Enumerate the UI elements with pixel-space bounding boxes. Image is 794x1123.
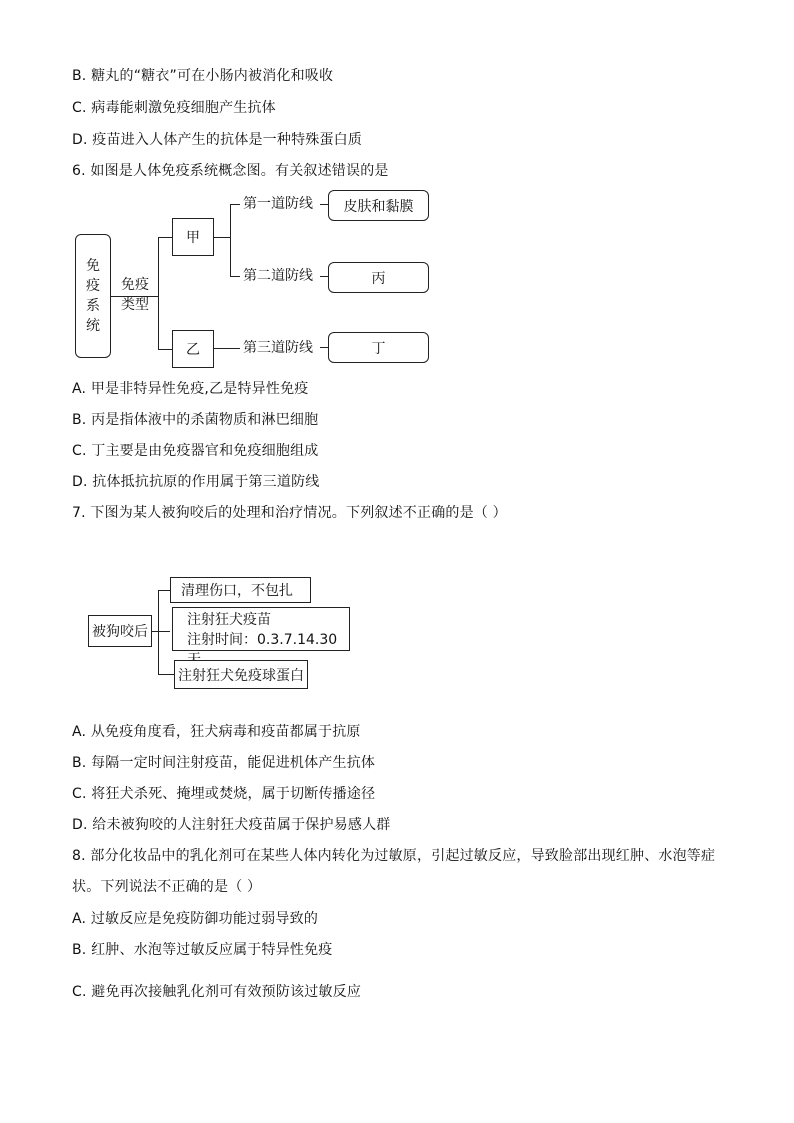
q7-option-d: D. 给未被狗咬的人注射狂犬疫苗属于保护易感人群 [72,817,391,833]
node-skin-and-mucosa: 皮肤和黏膜 [328,190,429,221]
q6-option-c: C. 丁主要是由免疫器官和免疫细胞组成 [72,443,319,459]
q8-stem-line1: 8. 部分化妆品中的乳化剂可在某些人体内转化为过敏原，引起过敏反应，导致脸部出现红肿、水泡等症 [72,848,716,864]
vaccine-schedule: 注射时间：0.3.7.14.30 [187,632,338,648]
connector [320,204,328,205]
first-defense-line-label: 第一道防线 [243,196,313,212]
connector [214,348,240,349]
q6-option-b: B. 丙是指体液中的杀菌物质和淋巴细胞 [72,412,319,428]
connector [320,347,328,348]
q5-option-d: D. 疫苗进入人体产生的抗体是一种特殊蛋白质 [72,132,363,148]
second-defense-line-label: 第二道防线 [243,268,313,284]
node-clean-wound: 清理伤口，不包扎 [170,577,311,603]
diagram-root-immune-system [75,234,111,358]
connector [230,276,240,277]
connector [158,674,174,675]
vaccine-label: 注射狂犬疫苗 [187,612,271,628]
q6-stem: 6. 如图是人体免疫系统概念图。有关叙述错误的是 [72,163,389,179]
root-char: 疫 [86,278,100,294]
q5-option-c: C. 病毒能刺激免疫细胞产生抗体 [72,100,276,116]
q7-stem: 7. 下图为某人被狗咬后的处理和治疗情况。下列叙述不正确的是（ ） [72,505,507,521]
connector [158,237,172,238]
node-bing: 丙 [328,262,429,293]
connector [230,204,240,205]
root-char: 统 [86,318,100,334]
q7-option-c: C. 将狂犬杀死、掩埋或焚烧，属于切断传播途径 [72,786,376,802]
q6-option-a: A. 甲是非特异性免疫,乙是特异性免疫 [72,381,309,397]
node-rabies-immunoglobulin: 注射狂犬免疫球蛋白 [174,660,308,689]
q6-option-d: D. 抗体抵抗抗原的作用属于第三道防线 [72,474,320,490]
connector [214,237,230,238]
q8-option-a: A. 过敏反应是免疫防御功能过弱导致的 [72,911,319,927]
immune-type-label-2: 类型 [121,297,149,313]
connector [230,204,231,276]
node-jia: 甲 [172,218,214,256]
q5-option-b: B. 糖丸的“糖衣”可在小肠内被消化和吸收 [72,68,334,84]
q8-option-c: C. 避免再次接触乳化剂可有效预防该过敏反应 [72,984,362,1000]
connector [158,590,170,591]
root-char: 免 [86,258,100,274]
connector [158,631,170,632]
q7-option-b: B. 每隔一定时间注射疫苗，能促进机体产生抗体 [72,755,376,771]
connector [158,349,172,350]
node-ding: 丁 [328,332,429,363]
node-yi: 乙 [172,330,214,368]
q7-option-a: A. 从免疫角度看，狂犬病毒和疫苗都属于抗原 [72,724,361,740]
third-defense-line-label: 第三道防线 [243,340,313,356]
q8-stem-line2: 状。下列说法不正确的是（ ） [72,879,262,895]
immune-type-label-1: 免疫 [121,277,149,293]
connector [158,590,159,674]
root-char: 系 [86,298,100,314]
node-rabies-vaccine [172,607,350,651]
q8-option-b: B. 红肿、水泡等过敏反应属于特异性免疫 [72,942,333,958]
connector [320,276,328,277]
connector [158,237,159,349]
node-after-dog-bite: 被狗咬后 [88,615,152,647]
